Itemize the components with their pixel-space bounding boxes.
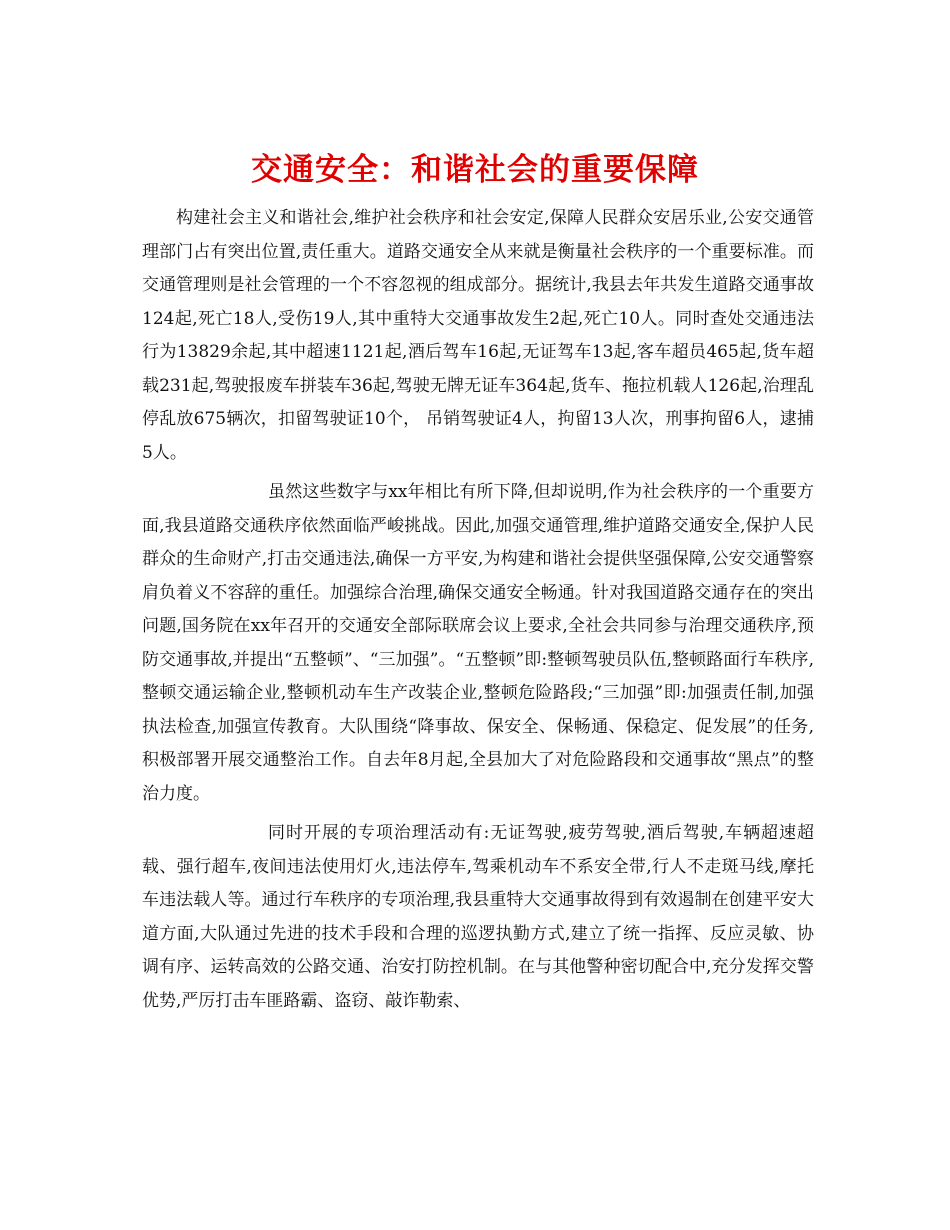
paragraph-3: 同时开展的专项治理活动有:无证驾驶,疲劳驾驶,酒后驾驶,车辆超速超载、强行超车,夜间违法使用灯火,违法停车,驾乘机动车不系安全带,行人不走斑马线,摩托车违法载人等。通过行车秩序的专项治理,我县重特大交通事故得到有效遏制在创建平安大道方面,大队通过先进的技术手段和合理的巡逻执勤方式,建立了统一指挥、反应灵敏、协调有序、运转高效的公路交通、治安打防控机制。在与其他警种密切配合中,充分发挥交警优势,严厉打击车匪路霸、盗窃、敲诈勒索、: [142, 823, 814, 1011]
document-body: [142, 202, 814, 1018]
paragraph-1: 构建社会主义和谐社会,维护社会秩序和社会安定,保障人民群众安居乐业,公安交通管理部门占有突出位置,责任重大。道路交通安全从来就是衡量社会秩序的一个重要标准。而交通管理则是社会管理的一个不容忽视的组成部分。据统计,我县去年共发生道路交通事故124起,死亡18人,受伤19人,其中重特大交通事故发生2起,死亡10人。同时查处交通违法行为13829余起,其中超速1121起,酒后驾车16起,无证驾车13起,客车超员465起,货车超载231起,驾驶报废车拼装车36起,驾驶无牌无证车364起,货车、拖拉机载人126起,治理乱停乱放675辆次，扣留驾驶证10个， 吊销驾驶证4人，拘留13人次，刑事拘留6人，逮捕5人。: [142, 208, 814, 463]
document-title: 交通安全：和谐社会的重要保障: [251, 151, 699, 188]
paragraph-2: 虽然这些数字与xx年相比有所下降,但却说明,作为社会秩序的一个重要方面,我县道路交通秩序依然面临严峻挑战。因此,加强交通管理,维护道路交通安全,保护人民群众的生命财产,打击交通违法,确保一方平安,为构建和谐社会提供坚强保障,公安交通警察肩负着义不容辞的重任。加强综合治理,确保交通安全畅通。针对我国道路交通存在的突出问题,国务院在xx年召开的交通安全部际联席会议上要求,全社会共同参与治理交通秩序,预防交通事故,并提出“五整顿”、“三加强”。“五整顿”即:整顿驾驶员队伍,整顿路面行车秩序,整顿交通运输企业,整顿机动车生产改装企业,整顿危险路段;“三加强”即:加强责任制,加强执法检查,加强宣传教育。大队围绕“降事故、保安全、保畅通、保稳定、促发展”的任务,积极部署开展交通整治工作。自去年8月起,全县加大了对危险路段和交通事故“黑点”的整治力度。: [142, 482, 814, 804]
